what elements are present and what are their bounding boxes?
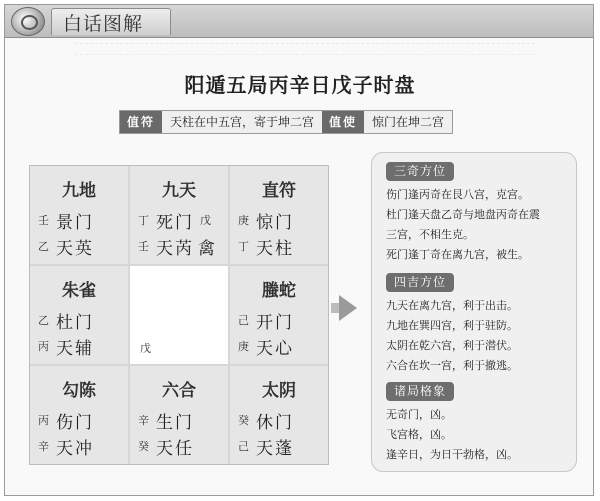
earth-stem: 己 [238, 440, 249, 453]
text-line: 无奇门，凶。 [386, 408, 452, 421]
door-row [38, 308, 122, 332]
section-text-sanqi [386, 185, 572, 265]
earth-stem: 庚 [238, 340, 249, 353]
zhifu-label: 值符 [120, 111, 162, 133]
palace-star: 太阴 [262, 381, 296, 401]
palace-cell [30, 366, 128, 464]
palace-cell [130, 366, 228, 464]
center-palace [130, 266, 228, 364]
door-row [138, 208, 222, 232]
chart-title: 阳遁五局丙辛日戊子时盘 [184, 73, 416, 97]
palace-cell [230, 166, 328, 264]
watermark [75, 43, 535, 55]
door-name: 景门 [56, 212, 94, 233]
earth-stem: 乙 [38, 240, 49, 253]
nine-star: 天柱 [256, 238, 294, 259]
text-line: 飞宫格，凶。 [386, 428, 452, 441]
section-label-sanqi: 三奇方位 [386, 162, 454, 181]
info-bar [119, 110, 453, 134]
door-name: 惊门 [256, 212, 294, 233]
star-row [238, 334, 322, 358]
text-line: 三宫，不相生克。 [386, 228, 474, 241]
earth-stem: 癸 [138, 440, 149, 453]
door-row [138, 408, 222, 432]
nine-star: 天任 [156, 438, 194, 459]
palace-cell [30, 166, 128, 264]
earth-stem: 壬 [138, 240, 149, 253]
door-row [38, 408, 122, 432]
text-line: 死门逢丁奇在离九宫，被生。 [386, 248, 529, 261]
door-name: 休门 [256, 412, 294, 433]
text-line: 伤门逢丙奇在艮八宫，克宫。 [386, 188, 529, 201]
star-row [38, 434, 122, 458]
palace-star: 九地 [62, 181, 96, 201]
section-text-siji [386, 296, 572, 376]
door-name: 开门 [256, 312, 294, 333]
heaven-stem: 己 [238, 314, 249, 327]
text-line: 杜门逢天盘乙奇与地盘丙奇在震 [386, 208, 540, 221]
header-title: 白话图解 [63, 13, 144, 35]
nine-star: 天蓬 [256, 438, 294, 459]
header-bar [5, 5, 593, 38]
door-name: 杜门 [56, 312, 94, 333]
arrow-right-icon [339, 295, 357, 321]
palace-cell [230, 266, 328, 364]
star-row [138, 434, 222, 458]
star-row [238, 434, 322, 458]
palace-star: 九天 [162, 181, 196, 201]
heaven-stem: 乙 [38, 314, 49, 327]
heaven-stem: 壬 [38, 214, 49, 227]
door-row [238, 208, 322, 232]
heaven-stem: 癸 [238, 414, 249, 427]
nine-star: 天芮 [156, 238, 194, 259]
star-row [238, 234, 322, 258]
door-row [238, 308, 322, 332]
text-line: 太阴在乾六宫，利于潜伏。 [386, 339, 518, 352]
door-name: 死门 [156, 212, 194, 233]
section-label-geju: 诸局格象 [386, 382, 454, 401]
extra-star: 禽 [198, 238, 215, 259]
palace-star: 勾陈 [62, 381, 96, 401]
heaven-stem: 庚 [238, 214, 249, 227]
earth-stem: 丁 [238, 240, 249, 253]
section-label-siji: 四吉方位 [386, 273, 454, 292]
logo-icon [11, 7, 45, 36]
palace-star: 螣蛇 [262, 281, 296, 301]
nine-star: 天英 [56, 238, 94, 259]
earth-stem: 辛 [38, 440, 49, 453]
zhifu-value: 天柱在中五宫，寄于坤二宫 [170, 115, 315, 129]
heaven-stem: 丙 [38, 414, 49, 427]
zhishi-label: 值使 [322, 111, 364, 133]
text-line: 九地在巽四宫，利于驻防。 [386, 319, 518, 332]
palace-star: 直符 [262, 181, 296, 201]
heaven-stem: 丁 [138, 214, 149, 227]
palace-star: 六合 [162, 381, 196, 401]
text-line: 九天在离九宫，利于出击。 [386, 299, 518, 312]
door-row [38, 208, 122, 232]
star-row [38, 334, 122, 358]
extra-stem: 戊 [200, 214, 211, 227]
text-line: 六合在坎一宫，利于撤逃。 [386, 359, 518, 372]
zhishi-value: 惊门在坤二宫 [372, 115, 445, 129]
nine-star: 天冲 [56, 438, 94, 459]
door-name: 伤门 [56, 412, 94, 433]
door-row [238, 408, 322, 432]
analysis-panel [371, 152, 577, 472]
palace-cell [130, 166, 228, 264]
nine-star: 天心 [256, 338, 294, 359]
nine-star: 天辅 [56, 338, 94, 359]
star-row [38, 234, 122, 258]
heaven-stem: 辛 [138, 414, 149, 427]
door-name: 生门 [156, 412, 194, 433]
center-stem: 戊 [140, 342, 151, 355]
palace-star: 朱雀 [62, 281, 96, 301]
palace-cell [230, 366, 328, 464]
page-frame [4, 4, 594, 496]
section-text-geju [386, 405, 572, 465]
earth-stem: 丙 [38, 340, 49, 353]
star-row [138, 234, 222, 258]
text-line: 逢辛日，为日干勃格，凶。 [386, 448, 518, 461]
palace-cell [30, 266, 128, 364]
palace-grid [29, 165, 329, 465]
